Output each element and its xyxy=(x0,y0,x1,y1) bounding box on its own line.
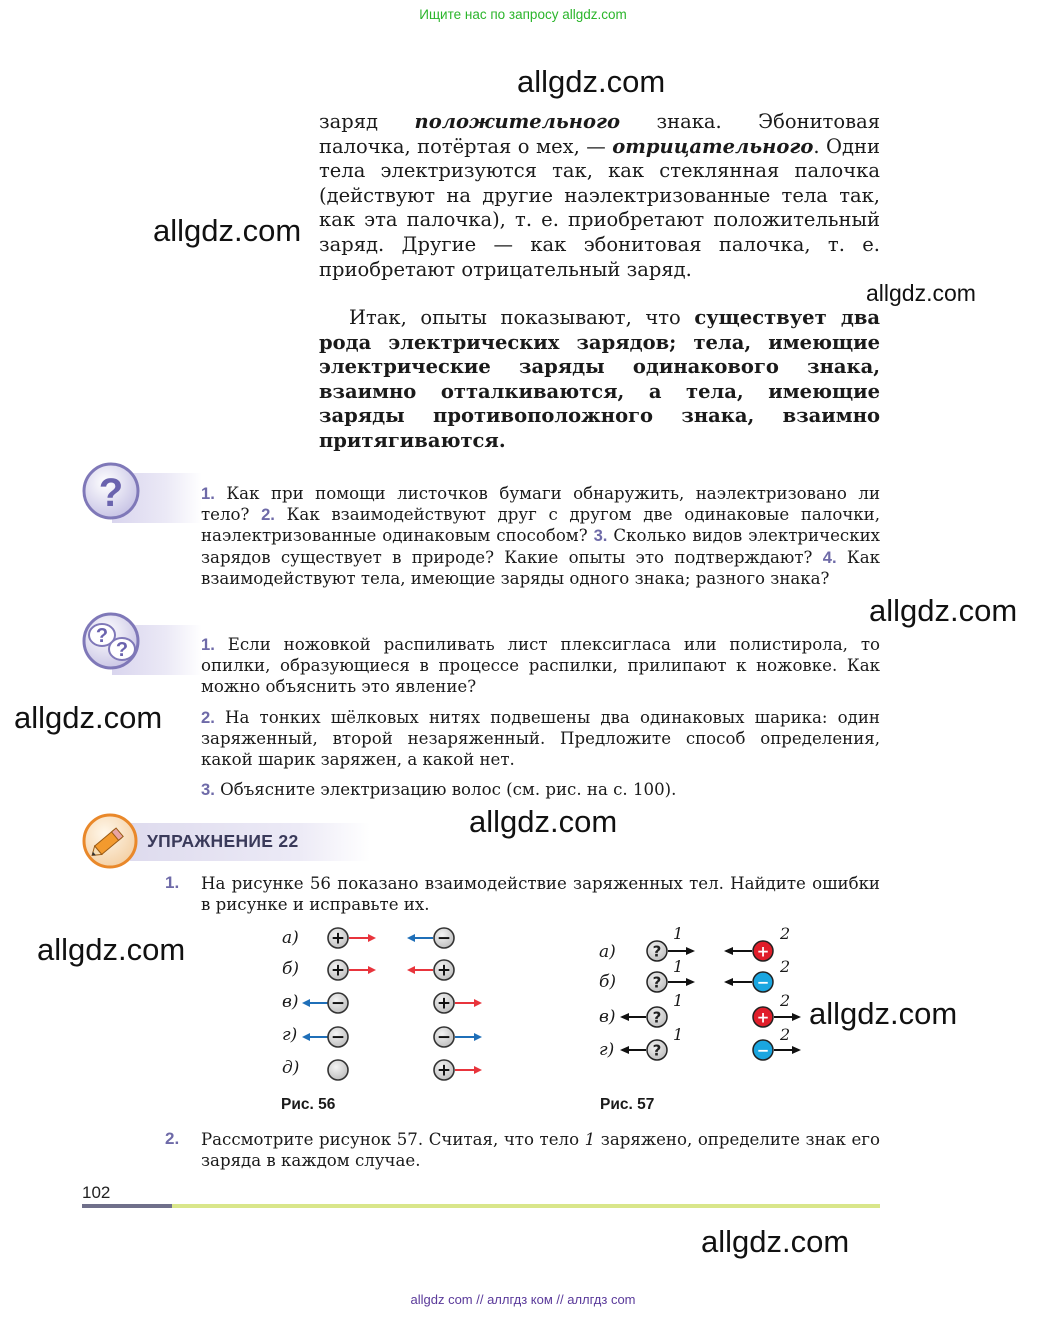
positive-ball xyxy=(328,928,348,949)
svg-text:+: + xyxy=(330,960,346,981)
fig57-label-g: г) xyxy=(599,1040,615,1060)
watermark: allgdz.com xyxy=(869,593,1018,628)
pencil-icon xyxy=(81,812,141,872)
item-text: Если ножовкой распиливать лист плексигласа или полистирола, то опилки, образующиеся в процессе распилки, прилипают к ножовке. Как можно объяснить это явление? xyxy=(201,635,880,697)
discussion-item-1 xyxy=(201,634,880,698)
discussion-item-2 xyxy=(201,707,880,771)
positive-ball xyxy=(328,960,348,981)
svg-text:−: − xyxy=(330,993,346,1014)
fig56-label-d: д) xyxy=(282,1058,300,1078)
task-number: 2. xyxy=(165,1129,180,1148)
fig57-label-a: а) xyxy=(599,942,616,962)
watermark: allgdz.com xyxy=(701,1224,850,1259)
text: Итак, опыты показывают, что xyxy=(349,306,695,329)
positive-body xyxy=(753,1007,773,1027)
paragraph-electrization xyxy=(319,110,880,282)
fig56-label-b: б) xyxy=(282,959,300,979)
watermark: allgdz.com xyxy=(469,804,618,839)
question-text: Сколько видов электрических зарядов существует в природе? Какие опыты это подтверждают? xyxy=(201,526,880,567)
fig57-body1-v: 1 xyxy=(673,991,684,1010)
positive-ball xyxy=(434,960,454,981)
question-text: Как при помощи листочков бумаги обнаружить, наэлектризовано ли тело? xyxy=(201,484,881,525)
svg-text:?: ? xyxy=(115,639,129,661)
task-number: 1. xyxy=(165,873,180,892)
page-number: 102 xyxy=(82,1183,111,1202)
positive-ball xyxy=(434,1060,454,1081)
text: знака. Эбонитовая палочка, потёртая о мех, — xyxy=(319,110,880,158)
svg-text:?: ? xyxy=(652,1008,662,1027)
question-number: 1. xyxy=(201,484,215,503)
watermark: allgdz.com xyxy=(37,932,186,967)
page-rule-light xyxy=(172,1204,880,1208)
svg-text:−: − xyxy=(756,973,770,992)
top-note: Ищите нас по запросу allgdz.com xyxy=(419,7,627,22)
svg-text:+: + xyxy=(756,1008,770,1027)
fig56-caption: Рис. 56 xyxy=(281,1096,336,1113)
footer-note: allgdz com // аллгдз ком // аллгдз com xyxy=(410,1292,636,1307)
positive-body xyxy=(753,941,773,961)
figure-56 xyxy=(270,920,500,1090)
svg-text:?: ? xyxy=(652,942,662,961)
svg-text:?: ? xyxy=(652,973,662,992)
svg-text:−: − xyxy=(436,928,452,949)
watermark: allgdz.com xyxy=(517,64,666,99)
fig57-body2-g: 2 xyxy=(780,1025,791,1044)
unknown-body xyxy=(647,941,667,961)
negative-ball xyxy=(328,993,348,1014)
watermark: allgdz.com xyxy=(866,280,976,306)
fig57-body1-a: 1 xyxy=(673,924,684,943)
negative-ball xyxy=(434,1027,454,1048)
fig57-body1-g: 1 xyxy=(673,1025,684,1044)
discussion-item-3 xyxy=(201,779,880,800)
question-number: 3. xyxy=(593,526,608,546)
svg-text:+: + xyxy=(330,928,346,949)
fig56-label-a: а) xyxy=(282,928,299,948)
svg-text:−: − xyxy=(330,1027,346,1048)
emphasis-negative: отрицательного xyxy=(612,134,814,158)
svg-text:−: − xyxy=(436,1027,452,1048)
fig57-label-b: б) xyxy=(599,972,617,992)
rule-statement: существует два рода электрических зарядов; тела, имеющие электрические заряды одинакового знака, взаимно отталкиваются, а тела, имеющие заряды противоположного знака, взаимно притягиваются. xyxy=(319,306,881,452)
fig57-body1-b: 1 xyxy=(673,957,684,976)
fig57-body2-a: 2 xyxy=(780,924,791,943)
emphasis-positive: положительного xyxy=(414,110,620,133)
question-text: Как взаимодействуют друг с другом две одинаковые палочки, наэлектризованные одинаковым способом? xyxy=(201,505,881,546)
question-number: 2. xyxy=(261,505,275,525)
paragraph-conclusion xyxy=(319,306,880,454)
svg-text:+: + xyxy=(436,1060,452,1081)
item-number: 1. xyxy=(201,635,215,654)
item-number: 3. xyxy=(201,780,215,799)
fig56-label-g: г) xyxy=(282,1025,298,1045)
unknown-body xyxy=(647,1040,667,1060)
question-text: Как взаимодействуют тела, имеющие заряды одного знака; разного знака? xyxy=(201,547,880,588)
text: Рассмотрите рисунок 57. Считая, что тело xyxy=(201,1130,585,1149)
svg-text:?: ? xyxy=(98,471,124,515)
task-2-text xyxy=(201,1129,880,1171)
neutral-ball xyxy=(328,1060,348,1080)
question-number: 4. xyxy=(822,547,837,567)
review-questions xyxy=(201,483,880,589)
page-rule-dark xyxy=(82,1204,172,1208)
svg-text:?: ? xyxy=(95,625,109,647)
fig57-body2-b: 2 xyxy=(780,957,791,976)
fig56-label-v: в) xyxy=(282,992,299,1012)
fig57-label-v: в) xyxy=(599,1007,616,1027)
watermark: allgdz.com xyxy=(153,213,302,248)
watermark: allgdz.com xyxy=(809,996,958,1031)
positive-ball xyxy=(434,993,454,1014)
item-text: Объясните электризацию волос (см. рис. на с. 100). xyxy=(220,780,677,799)
unknown-body xyxy=(647,972,667,992)
text: заряжено, определите знак его заряда в каждом случае. xyxy=(201,1130,880,1170)
svg-text:−: − xyxy=(756,1041,770,1060)
text: заряд xyxy=(319,110,415,133)
svg-text:+: + xyxy=(756,942,770,961)
exercise-title: УПРАЖНЕНИЕ 22 xyxy=(147,831,299,851)
negative-ball xyxy=(328,1027,348,1048)
task-1-text: На рисунке 56 показано взаимодействие заряженных тел. Найдите ошибки в рисунке и исправьте их. xyxy=(201,874,880,914)
unknown-body xyxy=(647,1007,667,1027)
item-number: 2. xyxy=(201,708,215,727)
svg-text:+: + xyxy=(436,993,452,1014)
svg-text:?: ? xyxy=(652,1041,662,1060)
fig57-body2-v: 2 xyxy=(780,991,791,1010)
negative-body xyxy=(753,1040,773,1060)
question-mark-icon xyxy=(80,461,144,523)
item-text: На тонких шёлковых нитях подвешены два одинаковых шарика: один заряженный, второй незаряженный. Предложите способ определения, какой шарик заряжен, а какой нет. xyxy=(201,708,880,770)
discussion-icon xyxy=(80,611,146,673)
text: . Одни тела электризуются так, как стеклянная палочка (действуют на другие наэлектризованные тела так, как эта палочка), т. е. приобретают положительный заряд. Другие — как эбонитовая палочка, т. е. приобретают отрицательный заряд. xyxy=(319,134,880,281)
negative-body xyxy=(753,972,773,992)
negative-ball xyxy=(434,928,454,949)
svg-text:+: + xyxy=(436,960,452,981)
watermark: allgdz.com xyxy=(14,700,163,735)
fig57-caption: Рис. 57 xyxy=(600,1096,655,1113)
body-number: 1 xyxy=(584,1130,596,1149)
